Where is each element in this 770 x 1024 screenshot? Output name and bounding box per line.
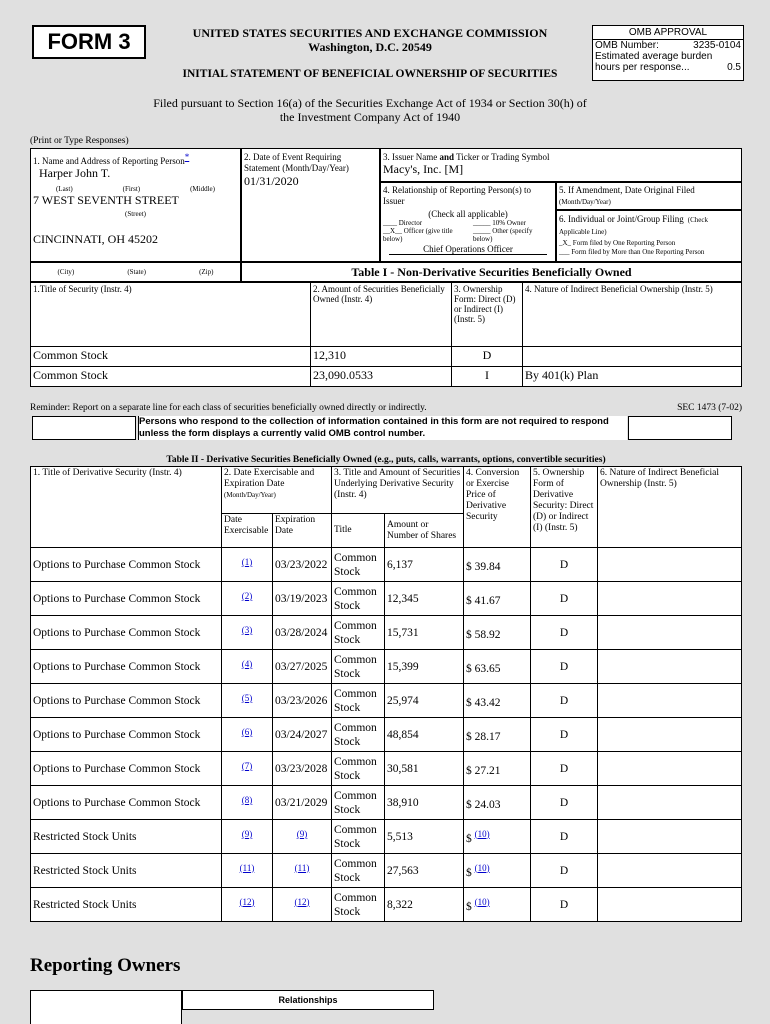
- row-shares: 15,731: [385, 616, 464, 650]
- price-footnote-link[interactable]: (10): [474, 896, 490, 907]
- city-state-zip-labels: [30, 262, 241, 282]
- row-underlying-title: Common Stock: [332, 650, 385, 684]
- table2-sub-title: Title: [332, 514, 385, 548]
- omb-title: OMB APPROVAL: [593, 26, 743, 40]
- reminder-right-box: [628, 416, 732, 440]
- table2-sub-expiration: Expiration Date: [273, 514, 332, 548]
- row-form: I: [452, 367, 523, 387]
- table1-header-title: 1.Title of Security (Instr. 4): [31, 283, 311, 347]
- row-shares: 38,910: [385, 786, 464, 820]
- exercisable-footnote-link[interactable]: (1): [241, 556, 253, 567]
- price-value: $ 27.21: [466, 764, 501, 777]
- reminder-left-box: [32, 416, 136, 440]
- joint-filing-box: [556, 210, 742, 262]
- row-shares: 5,513: [385, 820, 464, 854]
- row-underlying-title: Common Stock: [332, 684, 385, 718]
- table-row: [31, 820, 742, 854]
- reporting-person-label: [31, 149, 240, 166]
- row-title: Restricted Stock Units: [31, 888, 222, 922]
- omb-burden-label: Estimated average burden: [595, 51, 713, 62]
- issuer-box: [380, 148, 742, 182]
- persons-notice: [138, 416, 627, 440]
- exercisable-footnote-link[interactable]: (8): [241, 794, 253, 805]
- persons-line-1: Persons who respond to the collection of information contained in this form are not required to respond: [139, 416, 609, 427]
- omb-number-label: OMB Number:: [595, 40, 659, 51]
- row-form: D: [531, 650, 598, 684]
- price-value: $ 58.92: [466, 628, 501, 641]
- table-row: [31, 582, 742, 616]
- row-shares: 15,399: [385, 650, 464, 684]
- row-price: [464, 888, 531, 922]
- filed-line-1: Filed pursuant to Section 16(a) of the Securities Exchange Act of 1934 or Section 30(h) of: [153, 96, 587, 110]
- row-nature: [598, 582, 742, 616]
- event-date: 01/31/2020: [244, 174, 299, 188]
- joint-one: _X_ Form filed by One Reporting Person: [559, 239, 676, 247]
- reporting-person-footnote-link[interactable]: *: [184, 152, 190, 162]
- row-underlying-title: Common Stock: [332, 752, 385, 786]
- row-shares: 25,974: [385, 684, 464, 718]
- row-exercisable: [222, 548, 273, 582]
- row-shares: 8,322: [385, 888, 464, 922]
- expiration-footnote-link[interactable]: (11): [294, 862, 310, 873]
- row-expiration: 03/24/2027: [273, 718, 332, 752]
- price-footnote-link[interactable]: (10): [474, 828, 490, 839]
- filed-pursuant: [100, 96, 640, 124]
- row-nature: [598, 718, 742, 752]
- agency-title: [180, 26, 560, 54]
- agency-line-2: Washington, D.C. 20549: [308, 40, 432, 54]
- table2-header-dates-sub: (Month/Day/Year): [224, 491, 276, 499]
- row-title: Options to Purchase Common Stock: [31, 718, 222, 752]
- table2-header-dates: [222, 467, 332, 514]
- row-nature: [598, 854, 742, 888]
- omb-hours-value: 0.5: [727, 62, 741, 73]
- table1-header-amount: 2. Amount of Securities Beneficially Owned (Instr. 4): [311, 283, 452, 347]
- joint-more: ___ Form filed by More than One Reporting Person: [559, 248, 705, 256]
- row-form: D: [452, 347, 523, 367]
- row-exercisable: [222, 616, 273, 650]
- reminder-line: [30, 403, 742, 413]
- row-expiration: [273, 888, 332, 922]
- street-label: (Street): [125, 210, 146, 218]
- row-nature: [598, 888, 742, 922]
- row-underlying-title: Common Stock: [332, 582, 385, 616]
- issuer-label-pre: 3. Issuer Name: [383, 152, 440, 162]
- table2-title: Table II - Derivative Securities Beneficially Owned (e.g., puts, calls, warrants, options, convertible securities): [166, 455, 606, 465]
- state-label: (State): [127, 268, 146, 276]
- row-expiration: 03/27/2025: [273, 650, 332, 684]
- row-exercisable: [222, 820, 273, 854]
- row-title: Restricted Stock Units: [31, 854, 222, 888]
- director-option: ____ Director: [383, 219, 423, 227]
- row-nature: [598, 752, 742, 786]
- price-value: $ 63.65: [466, 662, 501, 675]
- price-value: $: [466, 866, 472, 879]
- row-title: Common Stock: [31, 347, 311, 367]
- omb-number-value: 3235-0104: [693, 40, 741, 51]
- amendment-label-text: 5. If Amendment, Date Original Filed: [559, 185, 695, 195]
- table1-header-form: 3. Ownership Form: Direct (D) or Indirect (I) (Instr. 5): [452, 283, 523, 347]
- row-nature: [598, 786, 742, 820]
- row-expiration: 03/19/2023: [273, 582, 332, 616]
- table-row: [31, 752, 742, 786]
- row-shares: 27,563: [385, 854, 464, 888]
- owner-option: _____ 10% Owner: [473, 219, 526, 227]
- row-title: Options to Purchase Common Stock: [31, 616, 222, 650]
- table-row: [31, 367, 742, 387]
- row-price: [464, 582, 531, 616]
- row-form: D: [531, 582, 598, 616]
- table-row: [31, 548, 742, 582]
- table-row: [31, 650, 742, 684]
- street-address: 7 WEST SEVENTH STREET: [33, 193, 179, 207]
- expiration-footnote-link[interactable]: (12): [294, 896, 310, 907]
- row-expiration: 03/23/2026: [273, 684, 332, 718]
- statement-title: INITIAL STATEMENT OF BENEFICIAL OWNERSHIP OF SECURITIES: [182, 68, 558, 80]
- row-form: D: [531, 616, 598, 650]
- exercisable-footnote-link[interactable]: (4): [241, 658, 253, 669]
- relationship-box: [380, 182, 556, 262]
- row-price: [464, 650, 531, 684]
- agency-line-1: UNITED STATES SECURITIES AND EXCHANGE COMMISSION: [192, 26, 548, 40]
- price-value: $ 39.84: [466, 560, 501, 573]
- row-title: Options to Purchase Common Stock: [31, 650, 222, 684]
- row-amount: 23,090.0533: [311, 367, 452, 387]
- row-price: [464, 752, 531, 786]
- row-shares: 30,581: [385, 752, 464, 786]
- row-form: D: [531, 718, 598, 752]
- issuer-label: [381, 149, 741, 162]
- reporting-person-box: [30, 148, 241, 262]
- row-nature: [598, 650, 742, 684]
- table2-sub-exercisable: Date Exercisable: [222, 514, 273, 548]
- exercisable-footnote-link[interactable]: (5): [241, 692, 253, 703]
- price-value: $ 43.42: [466, 696, 501, 709]
- row-title: Options to Purchase Common Stock: [31, 752, 222, 786]
- price-value: $ 28.17: [466, 730, 501, 743]
- relationship-label: 4. Relationship of Reporting Person(s) to Issuer: [383, 185, 531, 206]
- table-row: [31, 888, 742, 922]
- exercisable-footnote-link[interactable]: (3): [241, 624, 253, 635]
- omb-hours-label: hours per response...: [595, 62, 690, 73]
- reporting-owners-heading: Reporting Owners: [30, 955, 181, 976]
- row-form: D: [531, 752, 598, 786]
- table2-body: [31, 548, 742, 922]
- row-shares: 12,345: [385, 582, 464, 616]
- event-date-box: [241, 148, 380, 262]
- event-date-label: 2. Date of Event Requiring Statement (Month/Day/Year): [244, 152, 349, 173]
- row-expiration: 03/23/2028: [273, 752, 332, 786]
- other-option: _____ Other (specify below): [473, 227, 533, 243]
- row-nature: [523, 347, 742, 367]
- city-state-zip: CINCINNATI, OH 45202: [33, 232, 158, 246]
- row-underlying-title: Common Stock: [332, 718, 385, 752]
- row-expiration: [273, 854, 332, 888]
- row-amount: 12,310: [311, 347, 452, 367]
- table2-header-form: 5. Ownership Form of Derivative Security: Direct (D) or Indirect (I) (Instr. 5): [531, 467, 598, 548]
- form-label: FORM 3: [32, 25, 146, 59]
- owners-relationships-header: Relationships: [182, 990, 434, 1010]
- table-row: [31, 854, 742, 888]
- row-price: [464, 684, 531, 718]
- table2-header-price: 4. Conversion or Exercise Price of Derivative Security: [464, 467, 531, 548]
- row-underlying-title: Common Stock: [332, 786, 385, 820]
- row-expiration: 03/23/2022: [273, 548, 332, 582]
- price-value: $: [466, 832, 472, 845]
- table-row: [31, 718, 742, 752]
- row-exercisable: [222, 650, 273, 684]
- row-exercisable: [222, 888, 273, 922]
- row-form: D: [531, 888, 598, 922]
- row-nature: [598, 616, 742, 650]
- table1-header-nature: 4. Nature of Indirect Beneficial Ownership (Instr. 5): [523, 283, 742, 347]
- table2-header-dates-text: 2. Date Exercisable and Expiration Date: [224, 468, 315, 489]
- joint-check: (Check Applicable Line): [559, 216, 708, 236]
- row-nature: By 401(k) Plan: [523, 367, 742, 387]
- row-underlying-title: Common Stock: [332, 548, 385, 582]
- table2-header-nature: 6. Nature of Indirect Beneficial Ownership (Instr. 5): [598, 467, 742, 548]
- row-underlying-title: Common Stock: [332, 820, 385, 854]
- table-row: [31, 347, 742, 367]
- sec-code: SEC 1473 (7-02): [677, 403, 742, 413]
- row-shares: 48,854: [385, 718, 464, 752]
- exercisable-footnote-link[interactable]: (9): [241, 828, 253, 839]
- row-title: Common Stock: [31, 367, 311, 387]
- table2: [30, 466, 742, 922]
- zip-label: (Zip): [199, 268, 214, 276]
- amendment-label: [557, 183, 741, 210]
- city-label: (City): [57, 268, 75, 276]
- row-title: Options to Purchase Common Stock: [31, 582, 222, 616]
- print-note: (Print or Type Responses): [30, 136, 129, 146]
- row-form: D: [531, 684, 598, 718]
- row-shares: 6,137: [385, 548, 464, 582]
- table2-header-underlying: 3. Title and Amount of Securities Underlying Derivative Security (Instr. 4): [332, 467, 464, 514]
- reporting-person-name: Harper John T.: [39, 166, 111, 180]
- officer-title: Chief Operations Officer: [389, 244, 547, 255]
- row-nature: [598, 684, 742, 718]
- table-row: [31, 786, 742, 820]
- joint-filing-label: [557, 211, 741, 239]
- row-exercisable: [222, 786, 273, 820]
- omb-approval-box: [592, 25, 744, 81]
- exercisable-footnote-link[interactable]: (6): [241, 726, 253, 737]
- row-title: Options to Purchase Common Stock: [31, 786, 222, 820]
- form-page: [30, 0, 745, 1024]
- row-price: [464, 854, 531, 888]
- officer-option: __X__ Officer (give title below): [383, 227, 453, 243]
- exercisable-footnote-link[interactable]: (12): [239, 896, 255, 907]
- row-title: Restricted Stock Units: [31, 820, 222, 854]
- exercisable-footnote-link[interactable]: (11): [239, 862, 255, 873]
- row-exercisable: [222, 854, 273, 888]
- table-row: [31, 616, 742, 650]
- middle-label: (Middle): [190, 185, 215, 193]
- filed-line-2: the Investment Company Act of 1940: [279, 110, 461, 124]
- owners-left-cell: [30, 990, 182, 1024]
- row-price: [464, 786, 531, 820]
- joint-filing-label-text: 6. Individual or Joint/Group Filing: [559, 214, 684, 224]
- name-labels: [31, 181, 240, 193]
- issuer-label-and: and: [439, 152, 454, 162]
- table2-header-title: 1. Title of Derivative Security (Instr. 4): [31, 467, 222, 548]
- row-price: [464, 548, 531, 582]
- row-exercisable: [222, 582, 273, 616]
- row-underlying-title: Common Stock: [332, 888, 385, 922]
- table2-sub-amount: Amount or Number of Shares: [385, 514, 464, 548]
- row-underlying-title: Common Stock: [332, 616, 385, 650]
- reporting-person-label-text: 1. Name and Address of Reporting Person: [33, 156, 185, 166]
- row-price: [464, 718, 531, 752]
- table1: [30, 282, 742, 387]
- row-form: D: [531, 820, 598, 854]
- check-all-label: (Check all applicable): [428, 209, 508, 219]
- row-form: D: [531, 854, 598, 888]
- price-value: $ 41.67: [466, 594, 501, 607]
- row-nature: [598, 548, 742, 582]
- row-expiration: 03/28/2024: [273, 616, 332, 650]
- relationship-options: [381, 219, 555, 243]
- persons-line-2: unless the form displays a currently valid OMB control number.: [139, 428, 426, 439]
- table-row: [31, 684, 742, 718]
- amendment-sub: (Month/Day/Year): [559, 198, 611, 206]
- price-value: $: [466, 900, 472, 913]
- row-expiration: 03/21/2029: [273, 786, 332, 820]
- expiration-footnote-link[interactable]: (9): [296, 828, 308, 839]
- row-exercisable: [222, 718, 273, 752]
- row-price: [464, 820, 531, 854]
- row-title: Options to Purchase Common Stock: [31, 548, 222, 582]
- row-nature: [598, 820, 742, 854]
- row-form: D: [531, 548, 598, 582]
- issuer-label-post: Ticker or Trading Symbol: [454, 152, 550, 162]
- reminder-text: Reminder: Report on a separate line for each class of securities beneficially owned directly or indirectly.: [30, 403, 427, 413]
- amendment-box: [556, 182, 742, 210]
- row-form: D: [531, 786, 598, 820]
- row-title: Options to Purchase Common Stock: [31, 684, 222, 718]
- row-exercisable: [222, 752, 273, 786]
- last-label: (Last): [55, 185, 73, 193]
- issuer-name: Macy's, Inc. [M]: [383, 162, 464, 176]
- row-expiration: [273, 820, 332, 854]
- row-exercisable: [222, 684, 273, 718]
- row-price: [464, 616, 531, 650]
- row-underlying-title: Common Stock: [332, 854, 385, 888]
- price-footnote-link[interactable]: (10): [474, 862, 490, 873]
- exercisable-footnote-link[interactable]: (7): [241, 760, 253, 771]
- exercisable-footnote-link[interactable]: (2): [241, 590, 253, 601]
- price-value: $ 24.03: [466, 798, 501, 811]
- table1-title: Table I - Non-Derivative Securities Beneficially Owned: [241, 262, 742, 282]
- first-label: (First): [122, 185, 141, 193]
